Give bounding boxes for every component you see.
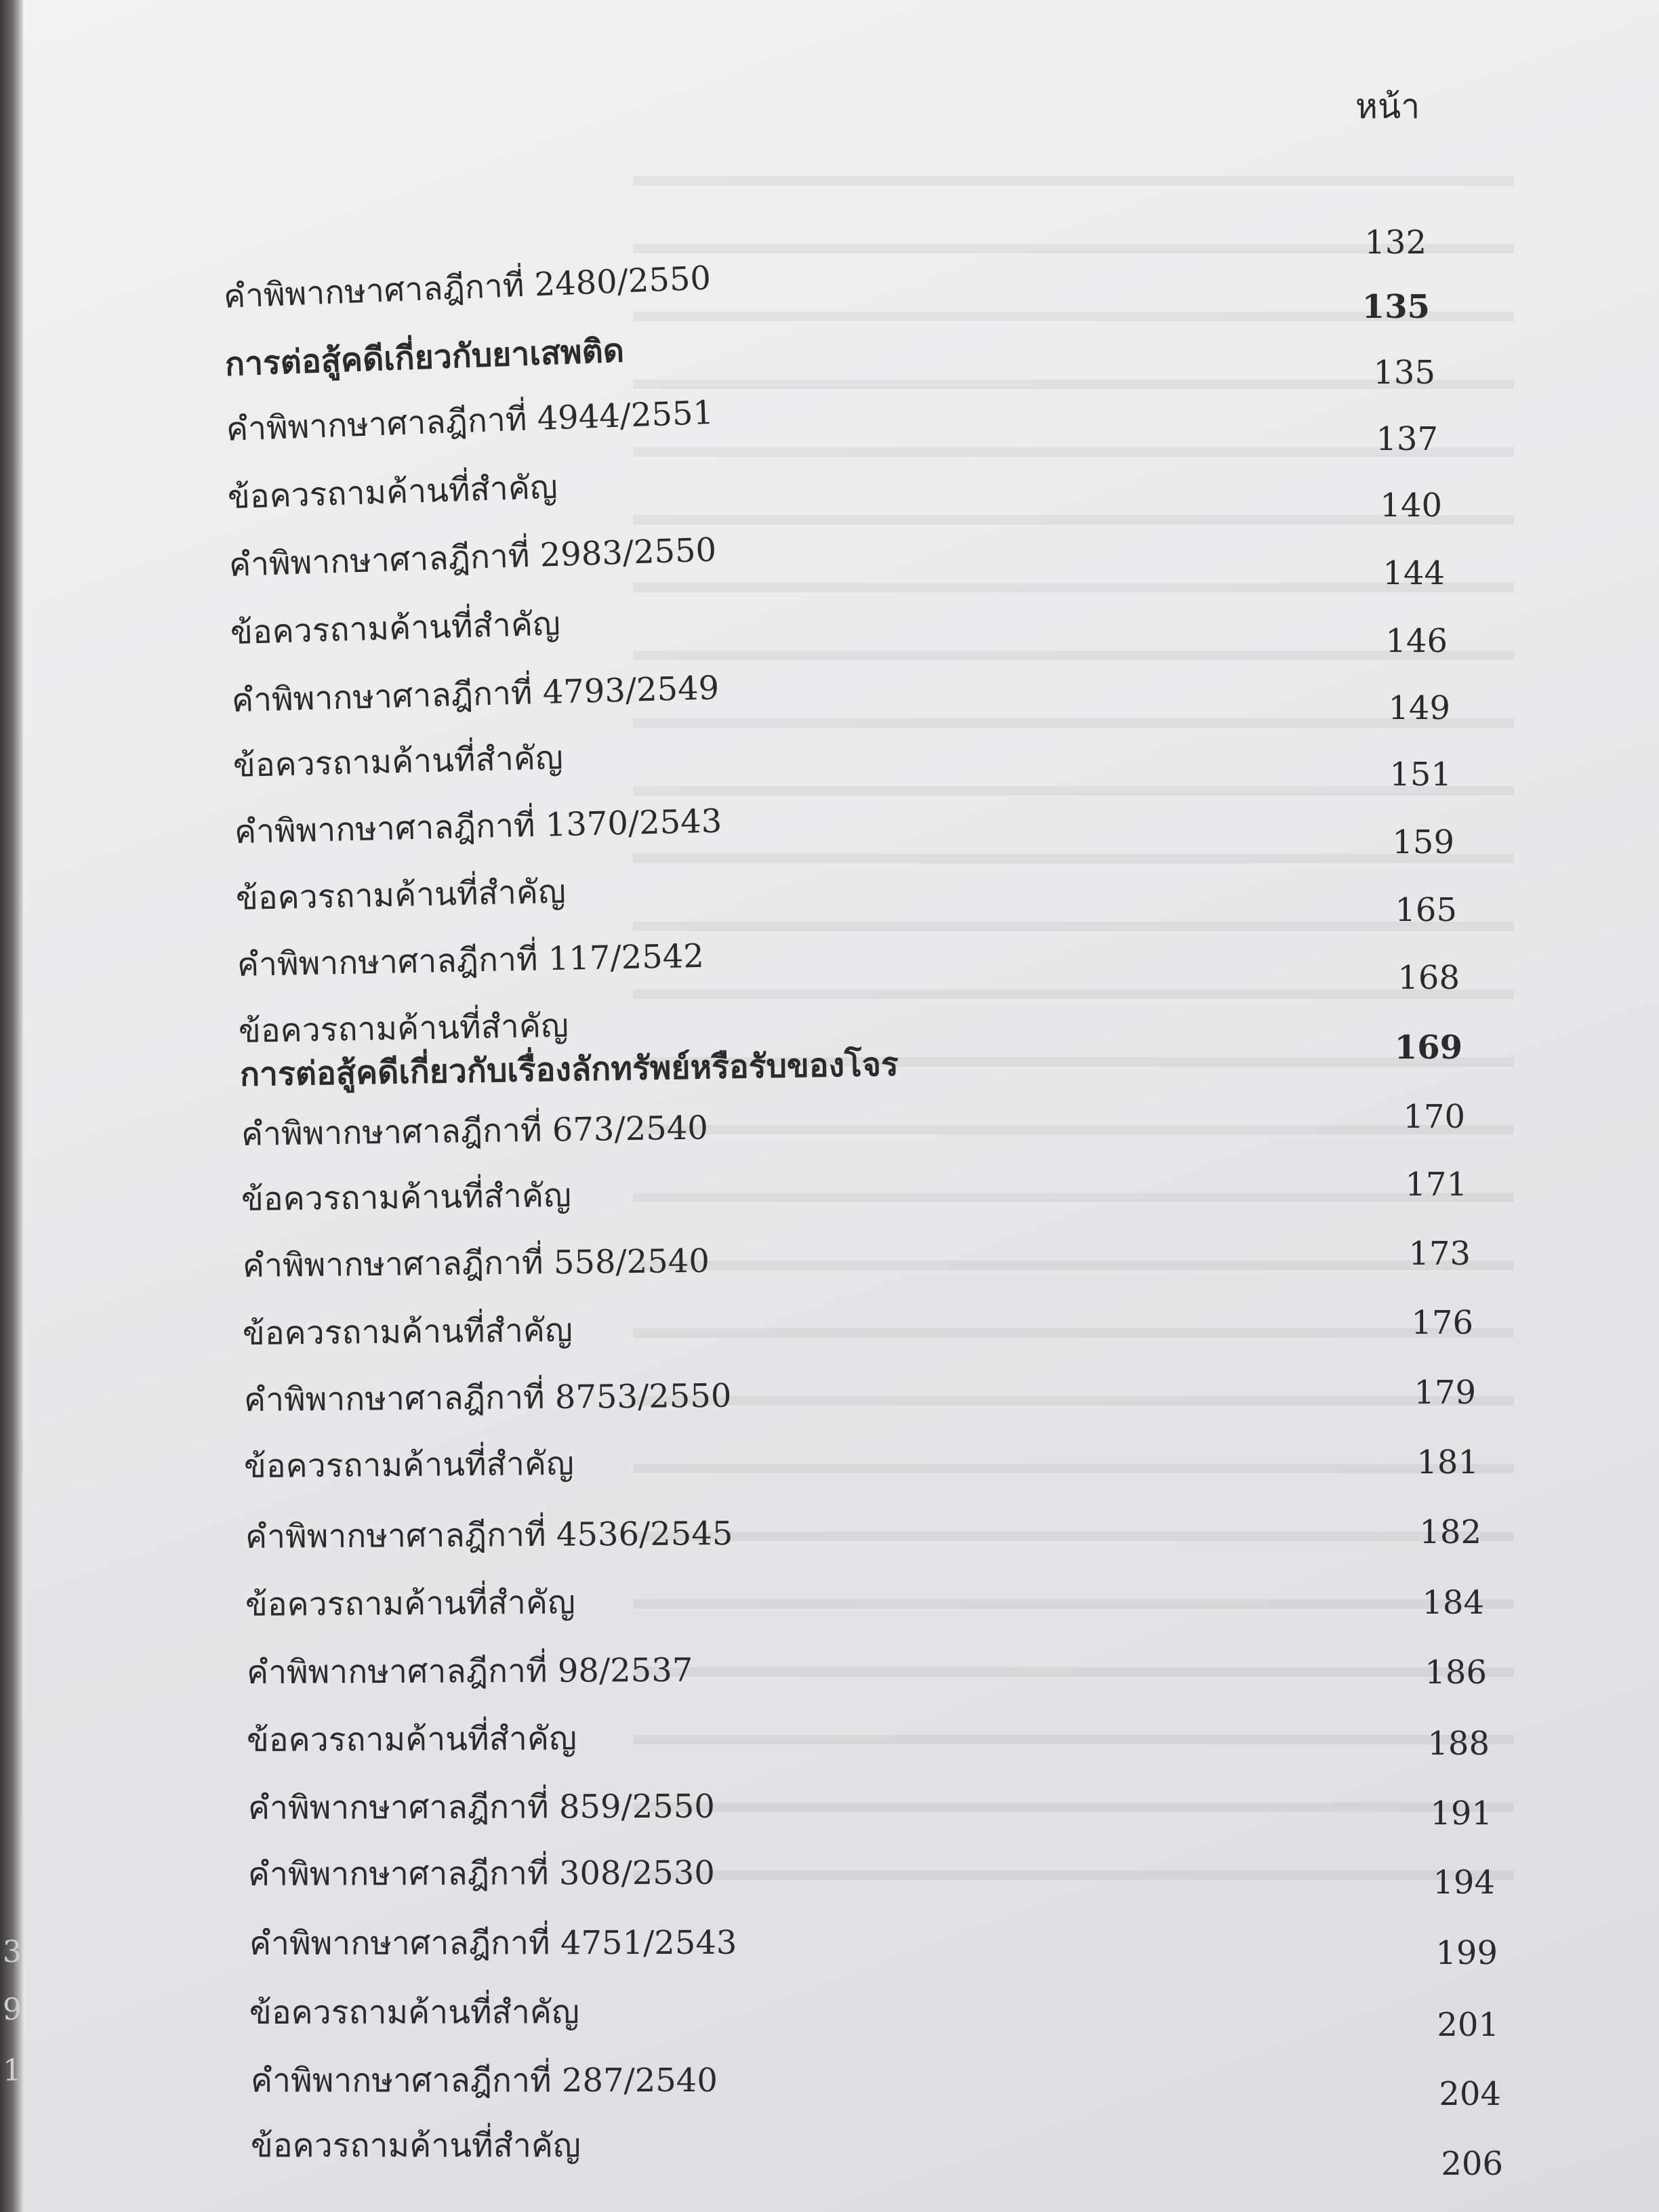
toc-page-number: 149 xyxy=(1388,689,1450,727)
margin-mark: 3 xyxy=(3,1935,22,1969)
toc-entry-title: ข้อควรถามค้านที่สำคัญ xyxy=(227,468,558,516)
toc-page-number: 170 xyxy=(1403,1098,1465,1136)
toc-entry-title: ข้อควรถามค้านที่สำคัญ xyxy=(242,1311,573,1353)
toc-entry-title: คำพิพากษาศาลฎีกาที่ 4944/2551 xyxy=(226,393,714,449)
toc-page-number: 188 xyxy=(1427,1725,1490,1763)
toc-entry-title: ข้อควรถามค้านที่สำคัญ xyxy=(246,1719,577,1759)
toc-entry-title: คำพิพากษาศาลฎีกาที่ 2983/2550 xyxy=(228,531,717,584)
toc-page-number: 179 xyxy=(1414,1374,1476,1412)
toc-entry-title: คำพิพากษาศาลฎีกาที่ 4793/2549 xyxy=(231,669,720,720)
toc-page-number: 135 xyxy=(1373,354,1435,392)
toc-page-number: 201 xyxy=(1437,2006,1499,2044)
toc-page-number: 135 xyxy=(1361,288,1430,326)
toc-entry-title: คำพิพากษาศาลฎีกาที่ 287/2540 xyxy=(251,2062,718,2100)
toc-page-number: 199 xyxy=(1435,1934,1498,1972)
toc-page-number: 171 xyxy=(1405,1166,1467,1204)
toc-entry-title: ข้อควรถามค้านที่สำคัญ xyxy=(232,739,564,785)
toc-entry-title: ข้อควรถามค้านที่สำคัญ xyxy=(235,872,567,918)
toc-entry-title: คำพิพากษาศาลฎีกาที่ 117/2542 xyxy=(237,937,705,984)
toc-entry-title: คำพิพากษาศาลฎีกาที่ 308/2530 xyxy=(247,1853,715,1893)
toc-entry-title: ข้อควรถามค้านที่สำคัญ xyxy=(249,1993,579,2032)
page-column-heading: หน้า xyxy=(1355,87,1420,126)
toc-entry-title: ข้อควรถามค้านที่สำคัญ xyxy=(251,2127,581,2165)
toc-page-number: 186 xyxy=(1425,1654,1487,1692)
toc-page-number: 159 xyxy=(1392,823,1454,861)
show-through-text xyxy=(633,136,1514,1898)
margin-mark: 9 xyxy=(3,1992,22,2027)
toc-entry-title: ข้อควรถามค้านที่สำคัญ xyxy=(243,1444,575,1486)
toc-page-number: 206 xyxy=(1441,2145,1503,2183)
toc-page-number: 165 xyxy=(1395,891,1457,929)
toc-entry-title: ข้อควรถามค้านที่สำคัญ xyxy=(230,605,561,652)
toc-entry-title: คำพิพากษาศาลฎีกาที่ 98/2537 xyxy=(246,1651,693,1692)
book-spine-shadow xyxy=(0,0,23,2212)
toc-page-number: 151 xyxy=(1389,756,1452,794)
toc-page-number: 146 xyxy=(1385,622,1448,660)
toc-entry-title: คำพิพากษาศาลฎีกาที่ 4536/2545 xyxy=(245,1514,733,1556)
toc-section-heading: การต่อสู้คดีเกี่ยวกับเรื่องลักทรัพย์หรือรับของโจร xyxy=(239,1045,899,1094)
toc-page-number: 169 xyxy=(1394,1029,1462,1067)
toc-page-number: 181 xyxy=(1416,1443,1479,1481)
toc-page-number: 204 xyxy=(1439,2075,1501,2113)
toc-entry-title: คำพิพากษาศาลฎีกาที่ 1370/2543 xyxy=(234,802,722,851)
margin-mark: 1 xyxy=(3,2053,22,2088)
toc-entry-title: คำพิพากษาศาลฎีกาที่ 859/2550 xyxy=(247,1787,715,1827)
toc-page-number: 184 xyxy=(1422,1584,1484,1622)
toc-page-number: 132 xyxy=(1364,224,1427,262)
toc-entry-title: คำพิพากษาศาลฎีกาที่ 673/2540 xyxy=(241,1109,709,1153)
toc-page-number: 137 xyxy=(1376,420,1438,458)
toc-entry-title: คำพิพากษาศาลฎีกาที่ 558/2540 xyxy=(242,1242,710,1285)
toc-page-number: 173 xyxy=(1408,1235,1471,1273)
toc-page-number: 182 xyxy=(1419,1513,1481,1551)
toc-page-number: 168 xyxy=(1397,959,1460,997)
toc-entry-title: คำพิพากษาศาลฎีกาที่ 8753/2550 xyxy=(243,1376,732,1419)
toc-entry-title: ข้อควรถามค้านที่สำคัญ xyxy=(241,1176,572,1218)
toc-page-number: 194 xyxy=(1433,1864,1495,1902)
toc-page-number: 140 xyxy=(1380,487,1442,525)
toc-page-number: 144 xyxy=(1382,554,1445,592)
toc-page-number: 176 xyxy=(1411,1304,1473,1342)
toc-section-heading: การต่อสู้คดีเกี่ยวกับยาเสพติด xyxy=(224,331,625,384)
toc-entry-title: คำพิพากษาศาลฎีกาที่ 4751/2543 xyxy=(249,1923,737,1963)
toc-entry-title: ข้อควรถามค้านที่สำคัญ xyxy=(245,1583,576,1624)
toc-entry-title: ข้อควรถามค้านที่สำคัญ xyxy=(238,1006,569,1050)
toc-entry-title: คำพิพากษาศาลฎีกาที่ 2480/2550 xyxy=(222,259,712,316)
toc-page-number: 191 xyxy=(1430,1795,1492,1832)
